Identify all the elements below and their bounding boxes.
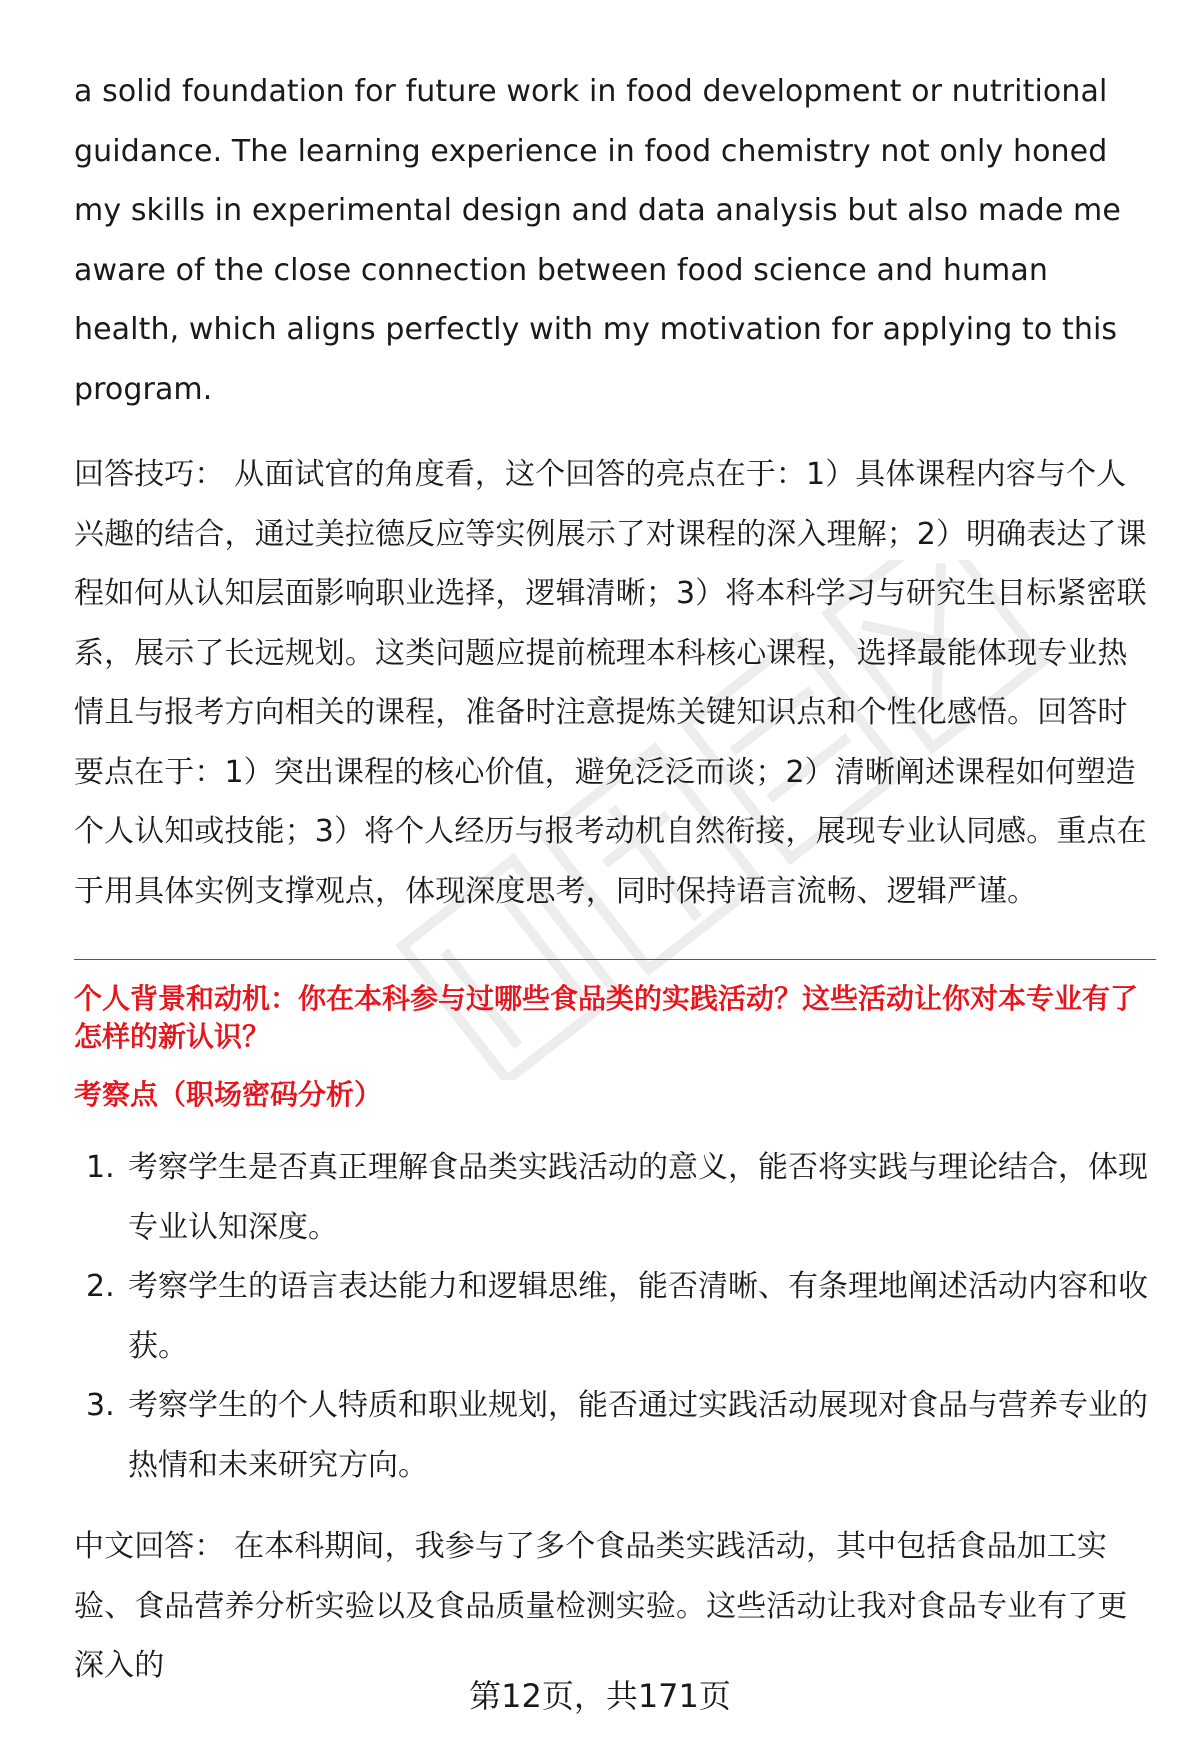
answer-tips-paragraph: [74, 445, 1156, 921]
list-item: [74, 1138, 1156, 1257]
section-divider: [74, 959, 1156, 960]
list-item-number: 2.: [86, 1269, 115, 1304]
question-heading: 个人背景和动机：你在本科参与过哪些食品类的实践活动？这些活动让你对本专业有了怎样的新认识？: [74, 982, 1139, 1053]
document-page: [74, 62, 1156, 1696]
chinese-answer-text: 在本科期间，我参与了多个食品类实践活动，其中包括食品加工实验、食品营养分析实验以及食品质量检测实验。这些活动让我对食品专业有了更深入的: [74, 1529, 1128, 1683]
answer-tips-label: 回答技巧：: [74, 457, 225, 492]
answer-tips-text: 从面试官的角度看，这个回答的亮点在于：1）具体课程内容与个人兴趣的结合，通过美拉德反应等实例展示了对课程的深入理解；2）明确表达了课程如何从认知层面影响职业选择，逻辑清晰；3）将本科学习与研究生目标紧密联系，展示了长远规划。这类问题应提前梳理本科核心课程，选择最能体现专业热情且与报考方向相关的课程，准备时注意提炼关键知识点和个性化感悟。回答时要点在于：1）突出课程的核心价值，避免泛泛而谈；2）清晰阐述课程如何塑造个人认知或技能；3）将个人经历与报考动机自然衔接，展现专业认同感。重点在于用具体实例支撑观点，体现深度思考，同时保持语言流畅、逻辑严谨。: [74, 457, 1147, 909]
assessment-points-heading: 考察点（职场密码分析）: [74, 1078, 383, 1111]
chinese-answer-paragraph: [74, 1517, 1156, 1696]
list-item-text: 考察学生的个人特质和职业规划，能否通过实践活动展现对食品与营养专业的热情和未来研究方向。: [128, 1388, 1148, 1483]
chinese-answer-label: 中文回答：: [74, 1529, 225, 1564]
list-item-number: 3.: [86, 1388, 115, 1423]
list-item: [74, 1257, 1156, 1376]
english-paragraph: a solid foundation for future work in food development or nutritional guidance. The learning experience in food chemistry not only honed my skills in experimental design and data analysis but also made me aware of the close connection between food science and human health, which aligns perfectly with my motivation for applying to this program.: [74, 74, 1121, 407]
list-item-number: 1.: [86, 1150, 115, 1185]
list-item-text: 考察学生的语言表达能力和逻辑思维，能否清晰、有条理地阐述活动内容和收获。: [128, 1269, 1148, 1364]
page-number-footer: 第12页，共171页: [469, 1677, 731, 1715]
list-item: [74, 1376, 1156, 1495]
assessment-points-list: [74, 1138, 1156, 1495]
list-item-text: 考察学生是否真正理解食品类实践活动的意义，能否将实践与理论结合，体现专业认知深度。: [128, 1150, 1148, 1245]
